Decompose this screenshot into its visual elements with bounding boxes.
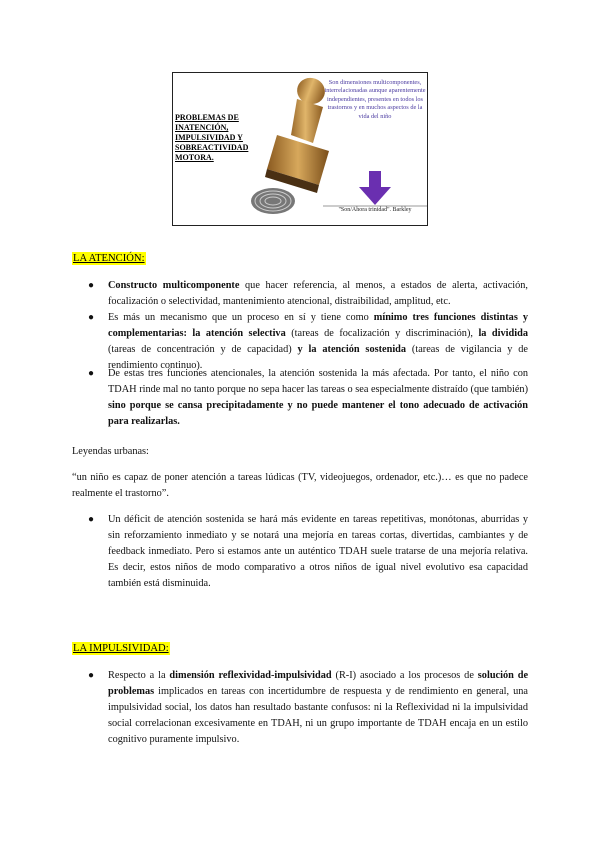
- attention-bullet-2: Es más un mecanismo que un proceso en sí y tiene como mínimo tres funciones distintas y complementarias: la atención selectiva (tareas de focalización y discriminación), la dividida (tareas de concentración y de capacidad) y la atención sostenida (tareas de vigilancia y de rendimiento continuo).: [108, 312, 528, 371]
- urban-legend-quote: “un niño es capaz de poner atención a tareas lúdicas (TV, videojuegos, ordenador, etc.)… es que no padece realmente el trastorno”.: [72, 472, 528, 499]
- attention-bullet-1: Constructo multicomponente que hacer referencia, al menos, a estados de alerta, activación, focalización o selectividad, mantenimiento atencional, distraibilidad, amplitud, etc.: [108, 280, 528, 307]
- attention-bullet-3: De estas tres funciones atencionales, la atención sostenida la más afectada. Por tanto, el niño con TDAH rinde mal no tanto porque no sepa hacer las tareas o sea especialmente distraído (que también) sino porque se cansa precipitadamente y no puede mantener el tono adecuado de activación para realizarlas.: [108, 368, 528, 427]
- section-heading-impulsivity: LA IMPULSIVIDAD:: [73, 643, 169, 654]
- bullet-icon: ●: [88, 514, 95, 525]
- figure-quote: "Son/Ahora trinidad". Barkley: [338, 207, 412, 213]
- urban-legends-label: Leyendas urbanas:: [72, 446, 149, 457]
- bullet-icon: ●: [88, 312, 95, 323]
- section-heading-attention: LA ATENCIÓN:: [73, 253, 145, 264]
- figure-note: Son dimensiones multicomponentes, interrelacionadas aunque aparentemente independientes, presentes en todos los trastornos y en muchos aspectos de la vida del niño: [324, 79, 426, 120]
- bullet-icon: ●: [88, 670, 95, 681]
- stamp-figure: [172, 72, 428, 226]
- impulsivity-bullet-1: Respecto a la dimensión reflexividad-impulsividad (R-I) asociado a los procesos de solución de problemas implicados en tareas con incertidumbre de respuesta y de rendimiento en general, una impulsividad social, los datos han resultado bastante confusos: ni la Reflexividad ni la impulsividad social correlacionan excesivamente en TDAH, ni un grupo importante de TDAH encaja en un estilo cognitivo puramente impulsivo.: [108, 670, 529, 745]
- bullet-icon: ●: [88, 368, 95, 379]
- legends-bullet: Un déficit de atención sostenida se hará más evidente en tareas repetitivas, monótonas, aburridas y sin reforzamiento inmediato y se notará una mejoría en tareas cortas, divertidas, cambiantes y de feedback inmediato. Pero si estamos ante un auténtico TDAH suele tratarse de una mejoría relativa. Es decir, estos niños de modo comparativo a otros niños de igual nivel evolutivo esa capacidad también está disminuida.: [108, 514, 528, 589]
- bullet-icon: ●: [88, 280, 95, 291]
- figure-title: PROBLEMAS DE INATENCIÓN, IMPULSIVIDAD Y SOBREACTIVIDAD MOTORA.: [175, 113, 249, 162]
